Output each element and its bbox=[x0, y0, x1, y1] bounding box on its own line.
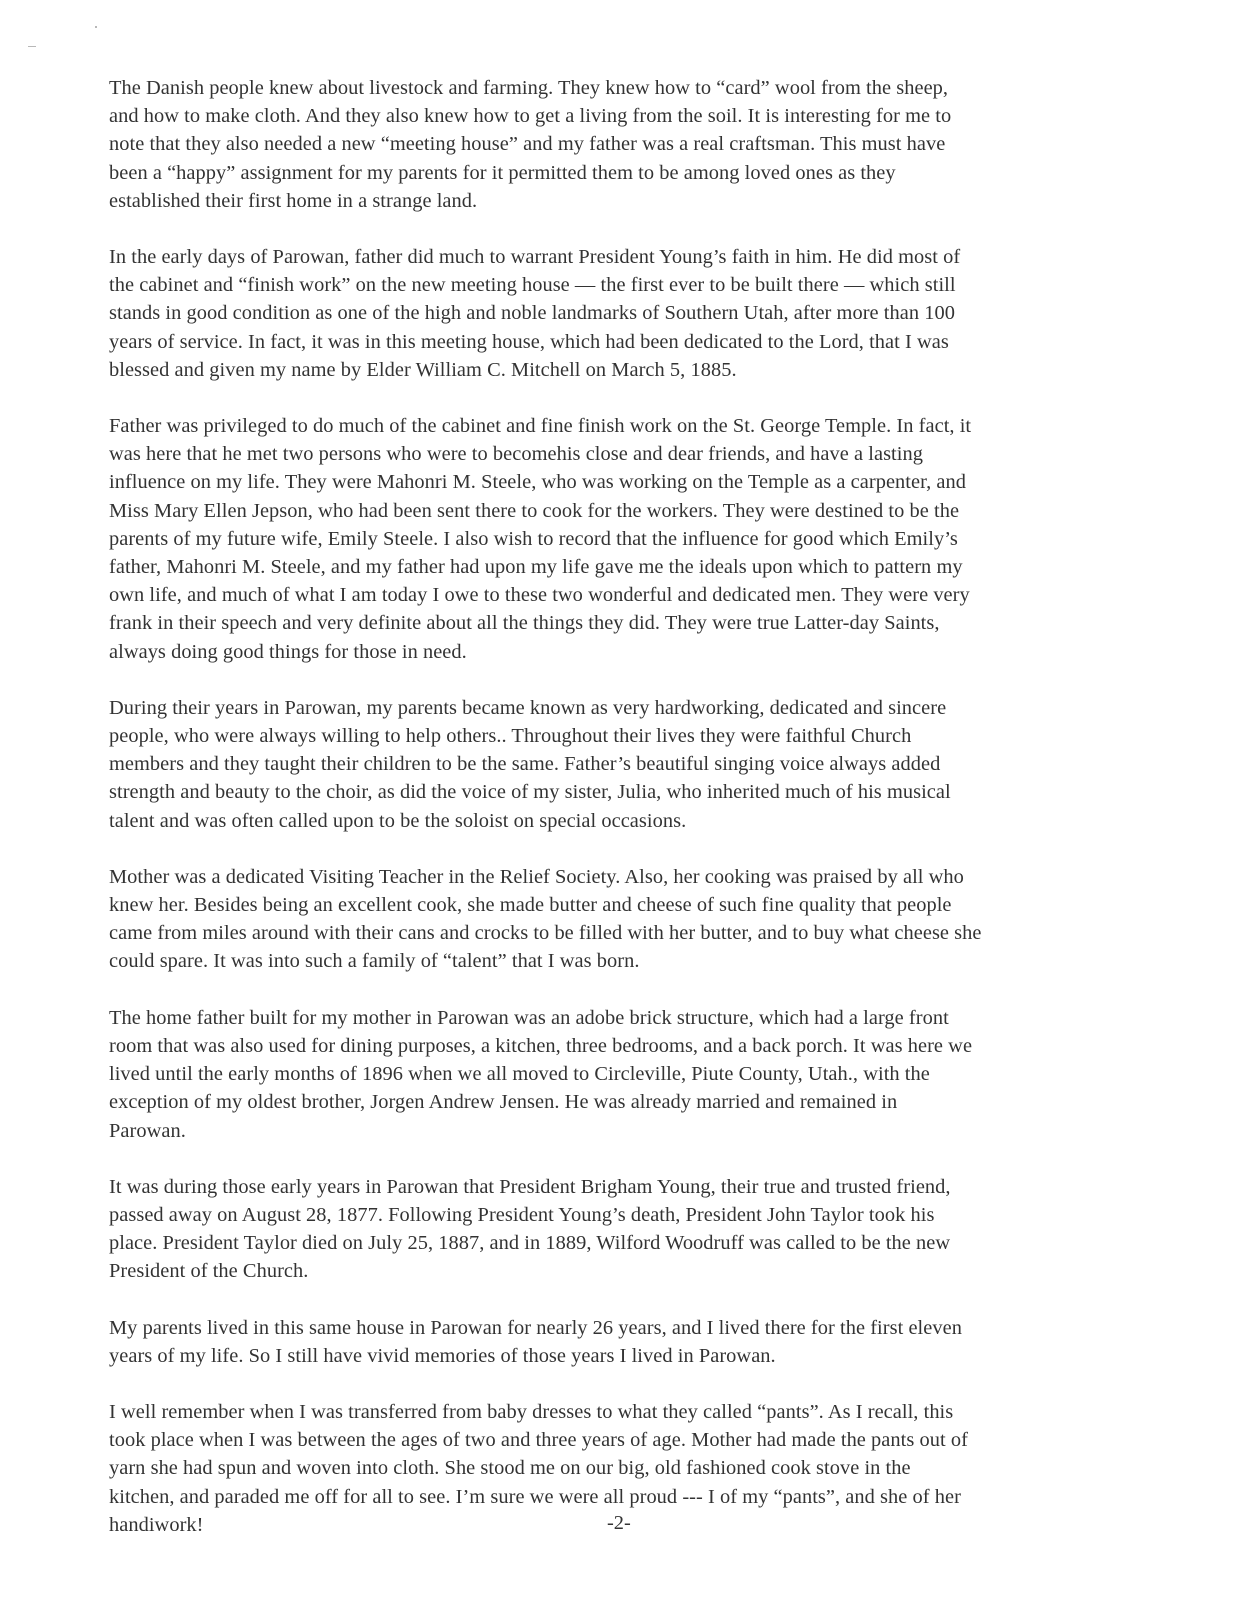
paragraph-danish-people: The Danish people knew about livestock and farming. They knew how to “card” wool from the sheep, and how to make cloth. And they also knew how to get a living from the soil. It is interesting for me to note that they also needed a new “meeting house” and my father was a real craftsman. This must have been a “happy” assignment for my parents for it permitted them to be among loved ones as they established their first home in a strange land. bbox=[109, 77, 952, 212]
paragraph-early-days-parowan: In the early days of Parowan, father did much to warrant President Young’s faith in him. He did most of the cabinet and “finish work” on the new meeting house — the first ever to be built there — which still stands in good condition as one of the high and noble landmarks of Southern Utah, after more than 100 years of service. In fact, it was in this meeting house, which had been dedicated to the Lord, that I was blessed and given my name by Elder William C. Mitchell on March 5, 1885. bbox=[109, 246, 961, 381]
paragraph-same-house: My parents lived in this same house in Parowan for nearly 26 years, and I lived there for the first eleven years of my life. So I still have vivid memories of those years I lived in Parowan. bbox=[109, 1316, 962, 1367]
body-text bbox=[109, 74, 1149, 1539]
scan-dash bbox=[28, 46, 36, 47]
paragraph-st-george-temple: Father was privileged to do much of the cabinet and fine finish work on the St. George Temple. In fact, it was here that he met two persons who were to becomehis close and dear friends, and have a lasting influence on my life. They were Mahonri M. Steele, who was working on the Temple as a carpenter, and Miss Mary Ellen Jepson, who had been sent there to cook for the workers. They were destined to be the parents of my future wife, Emily Steele. I also wish to record that the influence for good which Emily’s father, Mahonri M. Steele, and my father had upon my life gave me the ideals upon which to pattern my own life, and much of what I am today I owe to these two wonderful and dedicated men. They were very frank in their speech and very definite about all the things they did. They were true Latter-day Saints, always doing good things for those in need. bbox=[109, 415, 972, 663]
paragraph-brigham-young: It was during those early years in Parowan that President Brigham Young, their true and trusted friend, passed away on August 28, 1877. Following President Young’s death, President John Taylor took his place. President Taylor died on July 25, 1887, and in 1889, Wilford Woodruff was called to be the new President of the Church. bbox=[109, 1175, 951, 1283]
page-number: -2- bbox=[607, 1512, 631, 1534]
scan-speck bbox=[95, 26, 97, 28]
paragraph-adobe-home: The home father built for my mother in Parowan was an adobe brick structure, which had a large front room that was also used for dining purposes, a kitchen, three bedrooms, and a back porch. It was here we lived until the early months of 1896 when we all moved to Circleville, Piute County, Utah., with the exception of my oldest brother, Jorgen Andrew Jensen. He was already married and remained in Parowan. bbox=[109, 1006, 973, 1142]
paragraph-years-in-parowan: During their years in Parowan, my parents became known as very hardworking, dedicated and sincere people, who were always willing to help others.. Throughout their lives they were faithful Church members and they taught their children to be the same. Father’s beautiful singing voice always added strength and beauty to the choir, as did the voice of my sister, Julia, who inherited much of his musical talent and was often called upon to be the soloist on special occasions. bbox=[109, 696, 951, 832]
paragraph-mother-relief-society: Mother was a dedicated Visiting Teacher in the Relief Society. Also, her cooking was praised by all who knew her. Besides being an excellent cook, she made butter and cheese of such fine quality that people came from miles around with their cans and crocks to be filled with her butter, and to buy what cheese she could spare. It was into such a family of “talent” that I was born. bbox=[109, 865, 982, 973]
paragraph-pants-memory: I well remember when I was transferred from baby dresses to what they called “pants”. As I recall, this took place when I was between the ages of two and three years of age. Mother had made the pants out of yarn she had spun and woven into cloth. She stood me on our big, old fashioned cook stove in the kitchen, and paraded me off for all to see. I’m sure we were all proud --- I of my “pants”, and she of her handiwork! bbox=[109, 1400, 968, 1536]
